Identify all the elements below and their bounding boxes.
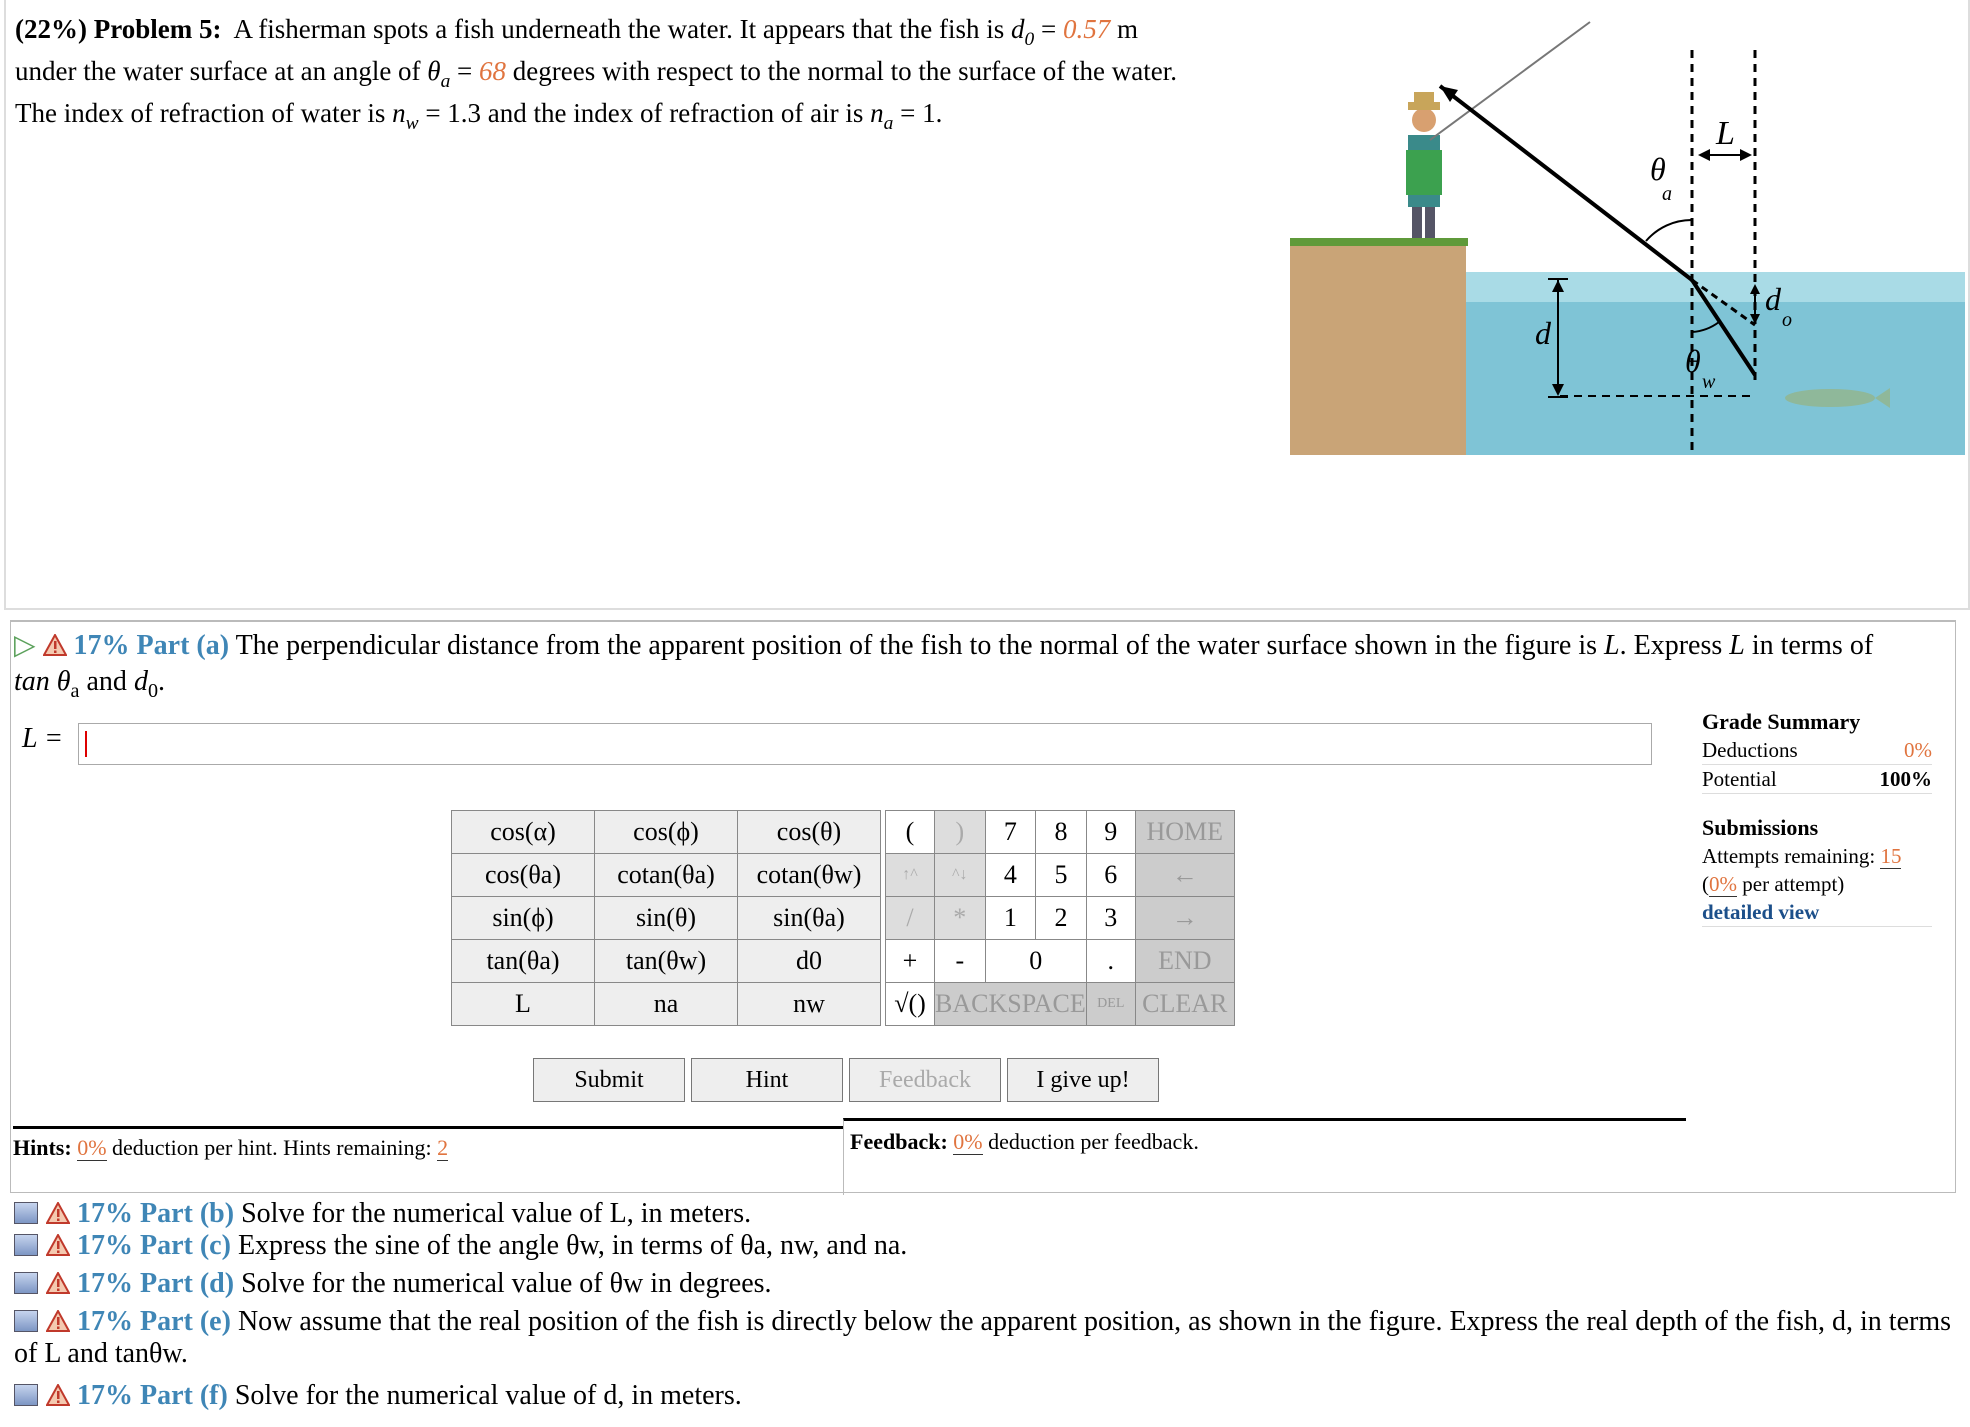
part-toggle-icon[interactable] [14, 1234, 38, 1256]
key-2[interactable]: 2 [1036, 897, 1087, 940]
svg-text:w: w [1702, 371, 1716, 393]
warning-icon [46, 1384, 70, 1406]
part-b[interactable]: 17% Part (b) Solve for the numerical value of L, in meters. [14, 1198, 1954, 1230]
part-toggle-icon[interactable] [14, 1202, 38, 1224]
key-1[interactable]: 1 [985, 897, 1036, 940]
warning-icon [46, 1234, 70, 1256]
key-star[interactable]: * [935, 897, 986, 940]
warning-icon [46, 1202, 70, 1224]
warning-icon [46, 1310, 70, 1332]
key-dot[interactable]: . [1086, 940, 1135, 983]
key-del[interactable]: DEL [1086, 983, 1135, 1026]
key-sin-theta[interactable]: sin(θ) [595, 897, 738, 940]
key-d0[interactable]: d0 [738, 940, 881, 983]
key-minus[interactable]: - [935, 940, 986, 983]
key-right[interactable]: → [1135, 897, 1234, 940]
fish [1785, 389, 1875, 407]
key-home[interactable]: HOME [1135, 811, 1234, 854]
key-sin-theta-a[interactable]: sin(θa) [738, 897, 881, 940]
key-9[interactable]: 9 [1086, 811, 1135, 854]
part-toggle-icon[interactable] [14, 1310, 38, 1332]
symbol-keypad [451, 810, 1235, 1026]
key-cos-phi[interactable]: cos(ϕ) [595, 811, 738, 854]
grass [1290, 238, 1468, 246]
key-4[interactable]: 4 [985, 854, 1036, 897]
key-7[interactable]: 7 [985, 811, 1036, 854]
key-tan-theta-w[interactable]: tan(θw) [595, 940, 738, 983]
fisherman-figure [1290, 10, 1965, 455]
key-backspace[interactable]: BACKSPACE [935, 983, 1087, 1026]
key-tan-theta-a[interactable]: tan(θa) [452, 940, 595, 983]
key-cotan-theta-a[interactable]: cotan(θa) [595, 854, 738, 897]
part-c[interactable]: 17% Part (c) Express the sine of the angle θw, in terms of θa, nw, and na. [14, 1230, 1954, 1262]
part-e[interactable]: 17% Part (e) Now assume that the real position of the fish is directly below the apparent position, as shown in the figure. Express the real depth of the fish, d, in terms of L and tanθw. [14, 1306, 1951, 1369]
key-down[interactable]: ^↓ [935, 854, 986, 897]
key-clear[interactable]: CLEAR [1135, 983, 1234, 1026]
problem-statement: (22%) Problem 5: A fisherman spots a fish underneath the water. It appears that the fish is $d_0 = 0.57$ m under the water surface at an angle of $\theta_a = 68$ degrees with respect to the normal to the surface of the water. The index of refraction of water is $n_w = 1.3$ and the index of refraction of air is $n_a = 1$. [15, 14, 1178, 134]
warning-icon [43, 634, 67, 656]
key-cos-alpha[interactable]: cos(α) [452, 811, 595, 854]
key-3[interactable]: 3 [1086, 897, 1135, 940]
part-a-header: ▷ 17% Part (a) The perpendicular distance from the apparent position of the fish to the normal of the water surface shown in the figure is L. Express L in terms of $\tan \theta_a$ and $d_0$. [14, 630, 1874, 703]
grade-summary: Grade Summary Deductions 0% Potential 100% Submissions Attempts remaining: 15 (0% per attempt) detailed view [1702, 708, 1932, 927]
key-0[interactable]: 0 [985, 940, 1086, 983]
answer-label: L = [22, 723, 63, 754]
key-left[interactable]: ← [1135, 854, 1234, 897]
key-5[interactable]: 5 [1036, 854, 1087, 897]
hints-bar: Hints: 0% deduction per hint. Hints remaining: 2 [13, 1126, 843, 1161]
key-up[interactable]: ↑^ [886, 854, 935, 897]
key-cos-theta[interactable]: cos(θ) [738, 811, 881, 854]
label-L: L [1716, 115, 1735, 152]
svg-text:a: a [1662, 183, 1672, 205]
part-toggle-icon[interactable] [14, 1272, 38, 1294]
answer-input[interactable] [78, 723, 1652, 765]
give-up-button[interactable]: I give up! [1007, 1058, 1159, 1102]
svg-text:o: o [1782, 309, 1792, 331]
svg-text:θ: θ [1650, 151, 1666, 187]
d0-value: 0.57 [1062, 14, 1111, 44]
key-end[interactable]: END [1135, 940, 1234, 983]
submit-button[interactable]: Submit [533, 1058, 685, 1102]
key-slash[interactable]: / [886, 897, 935, 940]
key-paren-close[interactable]: ) [935, 811, 986, 854]
expand-arrow-icon[interactable]: ▷ [14, 630, 36, 661]
key-sin-phi[interactable]: sin(ϕ) [452, 897, 595, 940]
key-6[interactable]: 6 [1086, 854, 1135, 897]
svg-text:θ: θ [1685, 343, 1701, 379]
key-na[interactable]: na [595, 983, 738, 1026]
feedback-button[interactable]: Feedback [849, 1058, 1001, 1102]
key-nw[interactable]: nw [738, 983, 881, 1026]
theta-value: 68 [479, 56, 507, 86]
part-d[interactable]: 17% Part (d) Solve for the numerical value of θw in degrees. [14, 1268, 1954, 1300]
key-cotan-theta-w[interactable]: cotan(θw) [738, 854, 881, 897]
cliff [1290, 243, 1466, 455]
part-f[interactable]: 17% Part (f) Solve for the numerical value of d, in meters. [14, 1380, 1954, 1412]
label-d: d [1535, 315, 1551, 351]
key-sqrt[interactable]: √() [886, 983, 935, 1026]
feedback-bar: Feedback: 0% deduction per feedback. [843, 1118, 1686, 1195]
detailed-view-link[interactable]: detailed view [1702, 900, 1820, 924]
part-toggle-icon[interactable] [14, 1384, 38, 1406]
key-cos-theta-a[interactable]: cos(θa) [452, 854, 595, 897]
key-plus[interactable]: + [886, 940, 935, 983]
key-8[interactable]: 8 [1036, 811, 1087, 854]
hint-button[interactable]: Hint [691, 1058, 843, 1102]
key-L[interactable]: L [452, 983, 595, 1026]
warning-icon [46, 1272, 70, 1294]
label-do: d [1765, 281, 1781, 317]
key-paren-open[interactable]: ( [886, 811, 935, 854]
